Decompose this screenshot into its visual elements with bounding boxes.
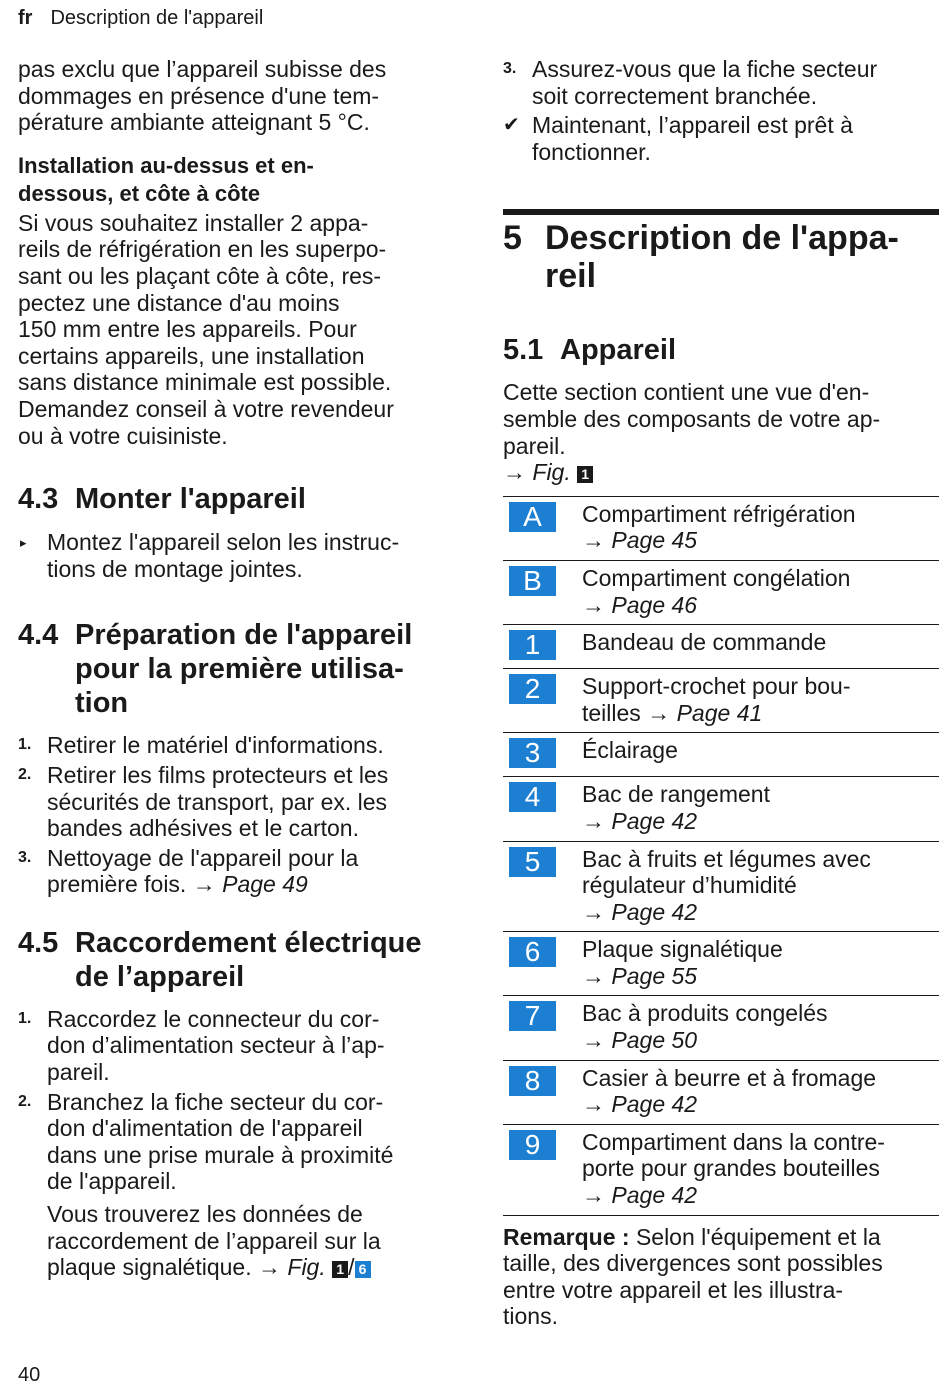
step-item: 2. Branchez la fiche secteur du cor- don d'alimentation de l'appareil dans une prise murale à proximité de l'appareil.	[18, 1088, 394, 1195]
component-key: 8	[509, 1066, 556, 1096]
component-key: 7	[509, 1001, 556, 1031]
step-item: 1. Retirer le matériel d'informations.	[18, 732, 384, 759]
table-row: 2 Support-crochet pour bou- teilles → Page 41	[503, 669, 939, 733]
table-row: 1 Bandeau de commande	[503, 625, 939, 669]
component-key: A	[509, 502, 556, 532]
page-reference-link[interactable]: Page 55	[611, 962, 698, 989]
component-key: B	[509, 566, 556, 596]
component-key: 1	[509, 630, 556, 660]
page-reference-link[interactable]: Page 49	[222, 871, 308, 898]
header-title: Description de l'appareil	[50, 7, 264, 29]
table-row: 5 Bac à fruits et légumes avec régulateur d’humidité → Page 42	[503, 842, 939, 933]
install-heading: Installation au-dessus et en- dessous, et côte à côte	[18, 152, 314, 206]
figure-6-badge: 6	[355, 1261, 371, 1278]
table-row: A Compartiment réfrigération → Page 45	[503, 497, 939, 561]
table-row: 8 Casier à beurre et à fromage → Page 42	[503, 1061, 939, 1125]
section-4-4-heading: 4.4 Préparation de l'appareil pour la première utilisa- tion	[18, 619, 413, 720]
figure-reference-link[interactable]: Fig.	[287, 1254, 326, 1281]
components-table	[503, 496, 939, 1216]
table-row: B Compartiment congélation → Page 46	[503, 561, 939, 625]
language-code: fr	[18, 7, 33, 29]
component-key: 6	[509, 937, 556, 967]
intro-paragraph: pas exclu que l’appareil subisse des dommages en présence d'une tem- pérature ambiante atteignant 5 °C.	[18, 56, 387, 136]
result-item: ✔ Maintenant, l’appareil est prêt à fonctionner.	[503, 112, 853, 165]
step-item: 3. Assurez-vous que la fiche secteur soit correctement branchée.	[503, 56, 878, 109]
page-reference-link[interactable]: Page 50	[611, 1027, 698, 1054]
remark-label: Remarque :	[503, 1223, 630, 1250]
check-icon: ✔	[503, 114, 520, 137]
figure-reference-link[interactable]: Fig.	[532, 459, 571, 486]
page-reference-link[interactable]: Page 46	[611, 591, 698, 618]
remark-paragraph: Remarque : Selon l'équipement et la taille, des divergences sont possibles entre votre appareil et les illustra- tions.	[503, 1223, 883, 1330]
right-column	[503, 56, 939, 1330]
section-5-1-heading: 5.1 Appareil	[503, 334, 677, 367]
left-column	[18, 56, 448, 1281]
section-4-3-heading: 4.3 Monter l'appareil	[18, 483, 306, 516]
component-key: 4	[509, 782, 556, 812]
page-reference-link[interactable]: Page 41	[676, 699, 763, 726]
figure-1-badge: 1	[577, 466, 593, 483]
step-item: 3. Nettoyage de l'appareil pour la première fois. → Page 49	[18, 844, 359, 898]
figure-1-badge: 1	[332, 1261, 348, 1278]
page-number: 40	[18, 1364, 41, 1386]
step-item: 1. Raccordez le connecteur du cor- don d’alimentation secteur à l’ap- pareil.	[18, 1005, 385, 1086]
section-5-1-intro: Cette section contient une vue d'en- semble des composants de votre ap- pareil. → Fig. 1	[503, 379, 881, 486]
page-reference-link[interactable]: Page 42	[611, 1182, 698, 1209]
page-reference-link[interactable]: Page 42	[611, 807, 698, 834]
page-reference-link[interactable]: Page 42	[611, 1091, 698, 1118]
section-4-5-heading: 4.5 Raccordement électrique de l’appareil	[18, 926, 422, 993]
table-row: 9 Compartiment dans la contre- porte pour grandes bouteilles → Page 42	[503, 1125, 939, 1216]
step-item: 2. Retirer les films protecteurs et les sécurités de transport, par ex. les bandes adhésives et le carton.	[18, 761, 389, 842]
chapter-5-heading: 5 Description de l'appa- reil	[503, 209, 939, 295]
component-key: 3	[509, 738, 556, 768]
table-row: 3 Éclairage	[503, 733, 939, 777]
component-key: 2	[509, 674, 556, 704]
install-paragraph: Si vous souhaitez installer 2 appa- reils de réfrigération en les superpo- sant ou les plaçant côte à côte, res- pectez une distance d'au moins 150 mm entre les appareils. Pour certains appareils, une installation sans distance minimale est possible. Demandez conseil à votre revendeur ou à votre cuisiniste.	[18, 209, 394, 449]
component-key: 5	[509, 847, 556, 877]
page-reference-link[interactable]: Page 42	[611, 898, 698, 925]
page-reference-link[interactable]: Page 45	[611, 527, 698, 554]
page-header	[18, 7, 263, 30]
table-row: 4 Bac de rangement → Page 42	[503, 777, 939, 841]
step-note: Vous trouverez les données de raccordement de l’appareil sur la plaque signalétique. → Fig. 1 / 6	[47, 1201, 381, 1281]
bullet-triangle-icon: ▸	[20, 535, 27, 551]
table-row: 7 Bac à produits congelés → Page 50	[503, 996, 939, 1060]
table-row: 6 Plaque signalétique → Page 55	[503, 932, 939, 996]
bullet-item: ▸ Montez l'appareil selon les instruc- tions de montage jointes.	[20, 529, 400, 582]
component-key: 9	[509, 1130, 556, 1160]
